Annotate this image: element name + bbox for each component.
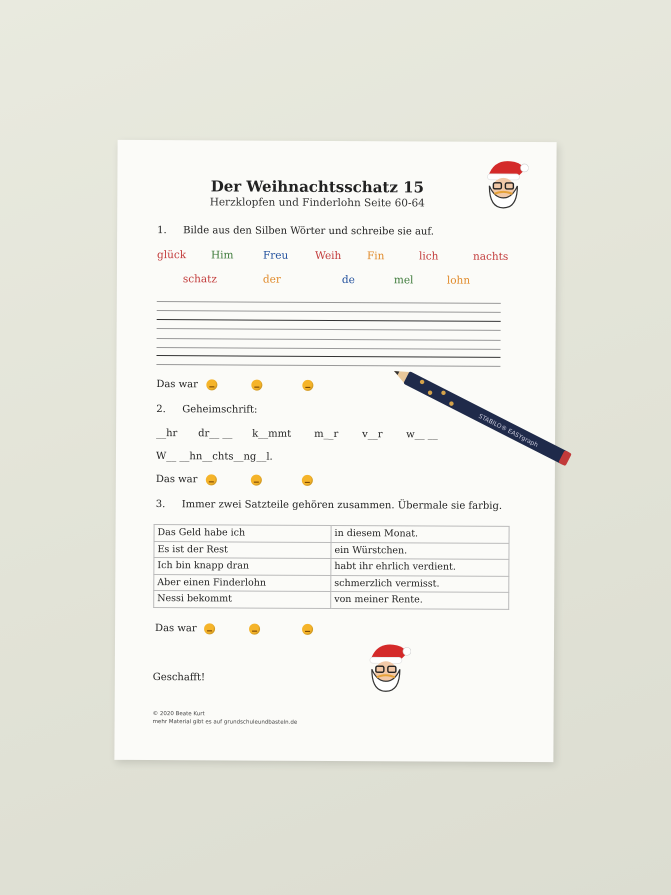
table-row [154, 591, 509, 609]
pencil-brand: STABILO® EASYgraph [477, 412, 539, 449]
rating-label: Das war [155, 623, 197, 635]
happy-face-icon [206, 474, 217, 485]
task3-instruction: Immer zwei Satzteile gehören zusammen. Übermale sie farbig. [181, 499, 503, 512]
writing-line [156, 355, 500, 358]
table-row [154, 541, 509, 559]
table-row [154, 525, 509, 543]
sentence-start: Ich bin knapp dran [154, 558, 331, 575]
writing-line [157, 347, 501, 350]
sentence-end: schmerzlich vermisst. [331, 575, 509, 592]
syllable: Freu [262, 249, 289, 262]
task2-instruction: Geheimschrift: [182, 404, 258, 416]
sentence-end: von meiner Rente. [331, 591, 509, 608]
writing-line [157, 310, 501, 313]
syllable: lohn [446, 274, 471, 287]
task2-number: 2. [156, 404, 166, 416]
syllable: Weih [314, 249, 342, 263]
syllable: Him [210, 249, 234, 262]
sentence-start: Es ist der Rest [154, 541, 331, 558]
sentence-start: Aber einen Finderlohn [154, 574, 331, 591]
syllable: Fin [366, 250, 385, 263]
table-row [154, 574, 509, 592]
syllable: nachts [472, 250, 509, 263]
happy-face-icon [206, 379, 217, 390]
sad-face-icon [302, 380, 313, 391]
sad-face-icon [302, 624, 313, 635]
santa-icon [365, 639, 411, 693]
syllable: der [262, 273, 281, 286]
syllable: lich [418, 250, 439, 263]
writing-line [157, 328, 501, 331]
task1-instruction: Bilde aus den Silben Wörter und schreibe sie auf. [183, 225, 434, 238]
sentence-end: ein Würstchen. [331, 542, 509, 559]
cipher-word: v__r [362, 429, 383, 441]
worksheet-title: Der Weihnachtsschatz 15 [210, 177, 425, 197]
sentence-end: habt ihr ehrlich verdient. [331, 558, 509, 575]
writing-line [157, 338, 501, 341]
cipher-word: m__r [314, 428, 339, 441]
rating-label: Das war [155, 474, 198, 486]
cipher-word: dr__ __ [198, 428, 233, 440]
syllable: mel [393, 274, 414, 287]
syllable: de [341, 274, 355, 287]
syllable: glück [156, 249, 187, 262]
neutral-face-icon [249, 624, 260, 635]
writing-line [157, 319, 501, 322]
task1-number: 1. [157, 225, 167, 237]
matching-table [153, 524, 509, 609]
worksheet-subtitle: Herzklopfen und Finderlohn Seite 60-64 [209, 196, 425, 210]
cipher-word: w__ __ [406, 429, 438, 441]
done-label: Geschafft! [152, 672, 206, 684]
writing-line [157, 301, 501, 304]
source-note: mehr Material gibt es auf grundschuleundbasteln.de [152, 719, 298, 726]
syllable: schatz [182, 273, 217, 286]
cipher-word: k__mmt [252, 428, 292, 440]
copyright: © 2020 Beate Kurt [152, 711, 205, 718]
rating-label: Das war [156, 379, 198, 391]
sentence-start: Das Geld habe ich [154, 525, 331, 542]
sentence-end: in diesem Monat. [331, 525, 509, 542]
cipher-word: __hr [156, 428, 178, 440]
neutral-face-icon [251, 475, 262, 486]
sentence-start: Nessi bekommt [154, 591, 331, 608]
cipher-sentence: W__ __hn__chts__ng__l. [155, 451, 273, 463]
worksheet [114, 140, 556, 762]
writing-line [156, 364, 500, 367]
sad-face-icon [302, 475, 313, 486]
task3-number: 3. [155, 499, 166, 511]
table-row [154, 558, 509, 576]
santa-icon [482, 156, 528, 210]
happy-face-icon [204, 623, 215, 634]
neutral-face-icon [251, 380, 262, 391]
